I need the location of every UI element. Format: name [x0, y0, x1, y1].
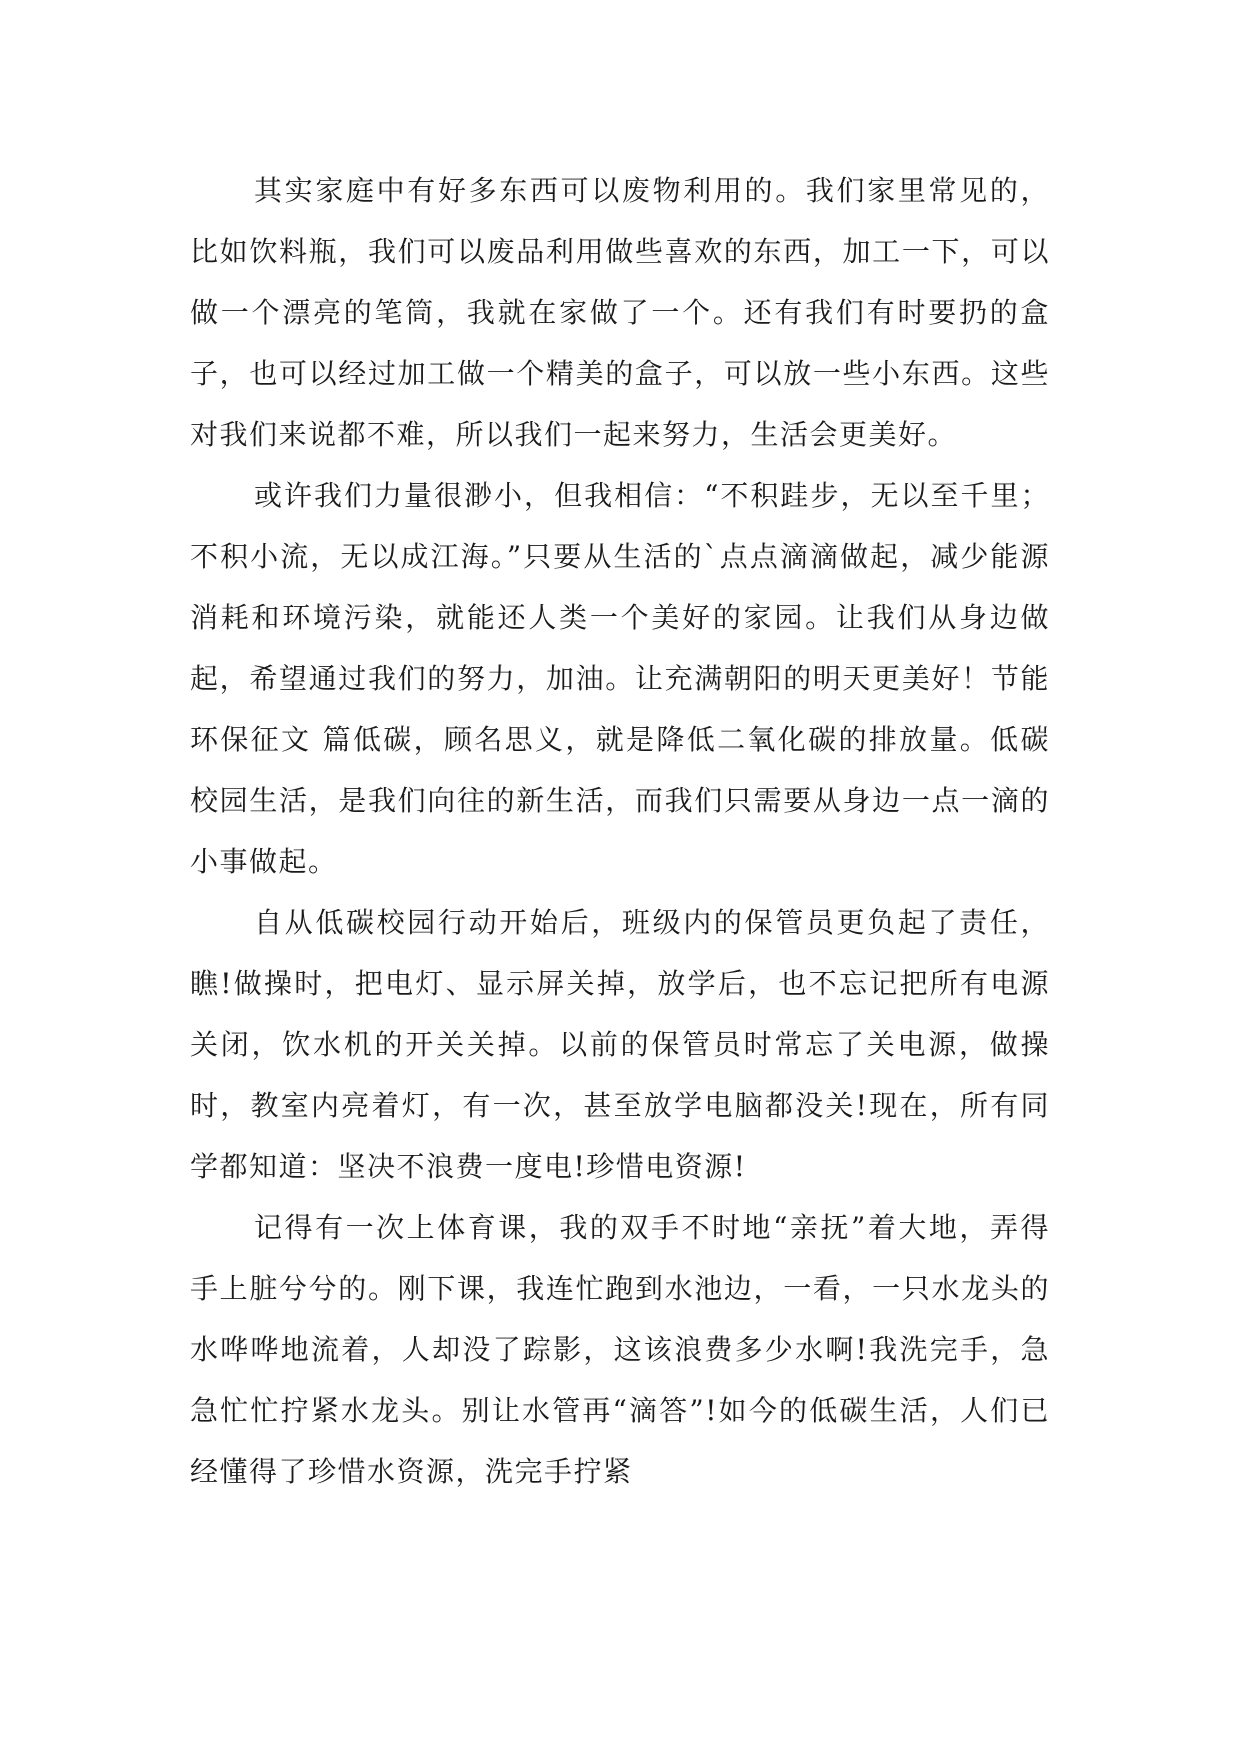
paragraph-4: 记得有一次上体育课，我的双手不时地“亲抚”着大地，弄得手上脏兮兮的。刚下课，我连忙跑到水池边，一看，一只水龙头的水哗哗地流着，人却没了踪影，这该浪费多少水啊!我洗完手，急急忙忙拧紧水龙头。别让水管再“滴答”!如今的低碳生活，人们已经懂得了珍惜水资源，洗完手拧紧 — [190, 1211, 1050, 1488]
paragraph-3: 自从低碳校园行动开始后，班级内的保管员更负起了责任，瞧!做操时，把电灯、显示屏关掉，放学后，也不忘记把所有电源关闭，饮水机的开关关掉。以前的保管员时常忘了关电源，做操时，教室内亮着灯，有一次，甚至放学电脑都没关!现在，所有同学都知道：坚决不浪费一度电!珍惜电资源! — [190, 906, 1050, 1183]
paragraph-1: 其实家庭中有好多东西可以废物利用的。我们家里常见的，比如饮料瓶，我们可以废品利用做些喜欢的东西，加工一下，可以做一个漂亮的笔筒，我就在家做了一个。还有我们有时要扔的盒子，也可以经过加工做一个精美的盒子，可以放一些小东西。这些对我们来说都不难，所以我们一起来努力，生活会更美好。 — [190, 174, 1050, 451]
paragraph-2: 或许我们力量很渺小，但我相信：“不积跬步，无以至千里；不积小流，无以成江海。”只要从生活的`点点滴滴做起，减少能源消耗和环境污染，就能还人类一个美好的家园。让我们从身边做起，希望通过我们的努力，加油。让充满朝阳的明天更美好！节能环保征文 篇低碳，顾名思义，就是降低二氧化碳的排放量。低碳校园生活，是我们向往的新生活，而我们只需要从身边一点一滴的小事做起。 — [190, 479, 1050, 878]
body-text — [190, 160, 1050, 1502]
